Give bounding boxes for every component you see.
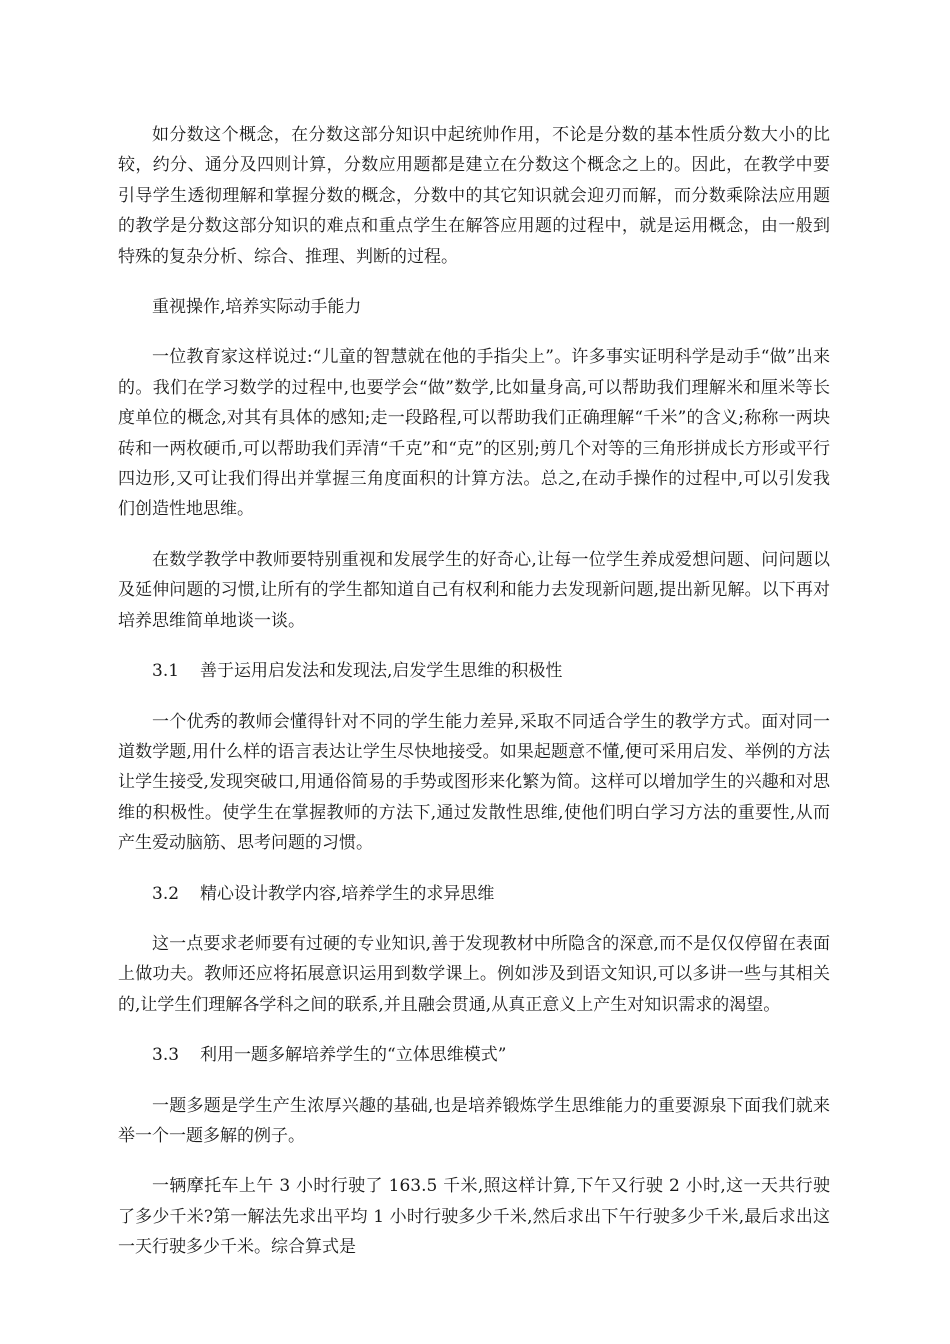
section-number: 3.3	[152, 1045, 180, 1066]
paragraph-fraction-concept: 如分数这个概念，在分数这部分知识中起统帅作用，不论是分数的基本性质分数大小的比较，约分、通分及四则计算，分数应用题都是建立在分数这个概念之上的。因此，在教学中要引导学生透彻理解和掌握分数的概念，分数中的其它知识就会迎刃而解，而分数乘除法应用题的教学是分数这部分知识的难点和重点学生在解答应用题的过程中，就是运用概念，由一般到特殊的复杂分析、综合、推理、判断的过程。	[118, 125, 830, 267]
section-heading-3-3	[118, 1040, 830, 1070]
section-heading-text: 利用一题多解培养学生的“立体思维模式”	[200, 1045, 507, 1066]
paragraph-curiosity: 在数学教学中教师要特别重视和发展学生的好奇心,让每一位学生养成爱想问题、问问题以及延伸问题的习惯,让所有的学生都知道自己有权利和能力去发现新问题,提出新见解。以下再对培养思维简单地谈一谈。	[118, 549, 830, 631]
section-heading-text: 重视操作,培养实际动手能力	[152, 297, 362, 318]
section-heading-text: 善于运用启发法和发现法,启发学生思维的积极性	[200, 661, 563, 682]
section-heading-3-2	[118, 879, 830, 909]
paragraph-multiple-solutions: 一题多题是学生产生浓厚兴趣的基础,也是培养锻炼学生思维能力的重要源泉下面我们就来举一个一题多解的例子。	[118, 1095, 830, 1146]
section-number: 3.2	[152, 883, 180, 904]
paragraph-educator-quote: 一位教育家这样说过:“儿童的智慧就在他的手指尖上”。许多事实证明科学是动手“做”出来的。我们在学习数学的过程中,也要学会“做”数学,比如量身高,可以帮助我们理解米和厘米等长度单位的概念,对其有具体的感知;走一段路程,可以帮助我们正确理解“千米”的含义;称称一两块砖和一两枚硬币,可以帮助我们弄清“千克”和“克”的区别;剪几个对等的三角形拼成长方形或平行四边形,又可让我们得出并掌握三角度面积的计算方法。总之,在动手操作的过程中,可以引发我们创造性地思维。	[118, 347, 830, 520]
paragraph-excellent-teacher: 一个优秀的教师会懂得针对不同的学生能力差异,采取不同适合学生的教学方式。面对同一道数学题,用什么样的语言表达让学生尽快地接受。如果起题意不懂,便可采用启发、举例的方法让学生接受,发现突破口,用通俗简易的手势或图形来化繁为简。这样可以增加学生的兴趣和对思维的积极性。使学生在掌握教师的方法下,通过发散性思维,使他们明白学习方法的重要性,从而产生爱动脑筋、思考问题的习惯。	[118, 711, 830, 854]
document-body	[118, 120, 830, 1283]
paragraph-teacher-knowledge: 这一点要求老师要有过硬的专业知识,善于发现教材中所隐含的深意,而不是仅仅停留在表面上做功夫。教师还应将拓展意识运用到数学课上。例如涉及到语文知识,可以多讲一些与其相关的,让学生们理解各学科之间的联系,并且融会贯通,从真正意义上产生对知识需求的渴望。	[118, 933, 830, 1015]
section-heading-hands-on	[118, 292, 830, 322]
section-number: 3.1	[152, 661, 180, 682]
section-heading-text: 精心设计教学内容,培养学生的求异思维	[200, 883, 495, 904]
paragraph-motorcycle-example: 一辆摩托车上午 3 小时行驶了 163.5 千米,照这样计算,下午又行驶 2 小时,这一天共行驶了多少千米?第一解法先求出平均 1 小时行驶多少千米,然后求出下午行驶多少千米,最后求出这一天行驶多少千米。综合算式是	[118, 1176, 830, 1258]
section-heading-3-1	[118, 656, 830, 686]
